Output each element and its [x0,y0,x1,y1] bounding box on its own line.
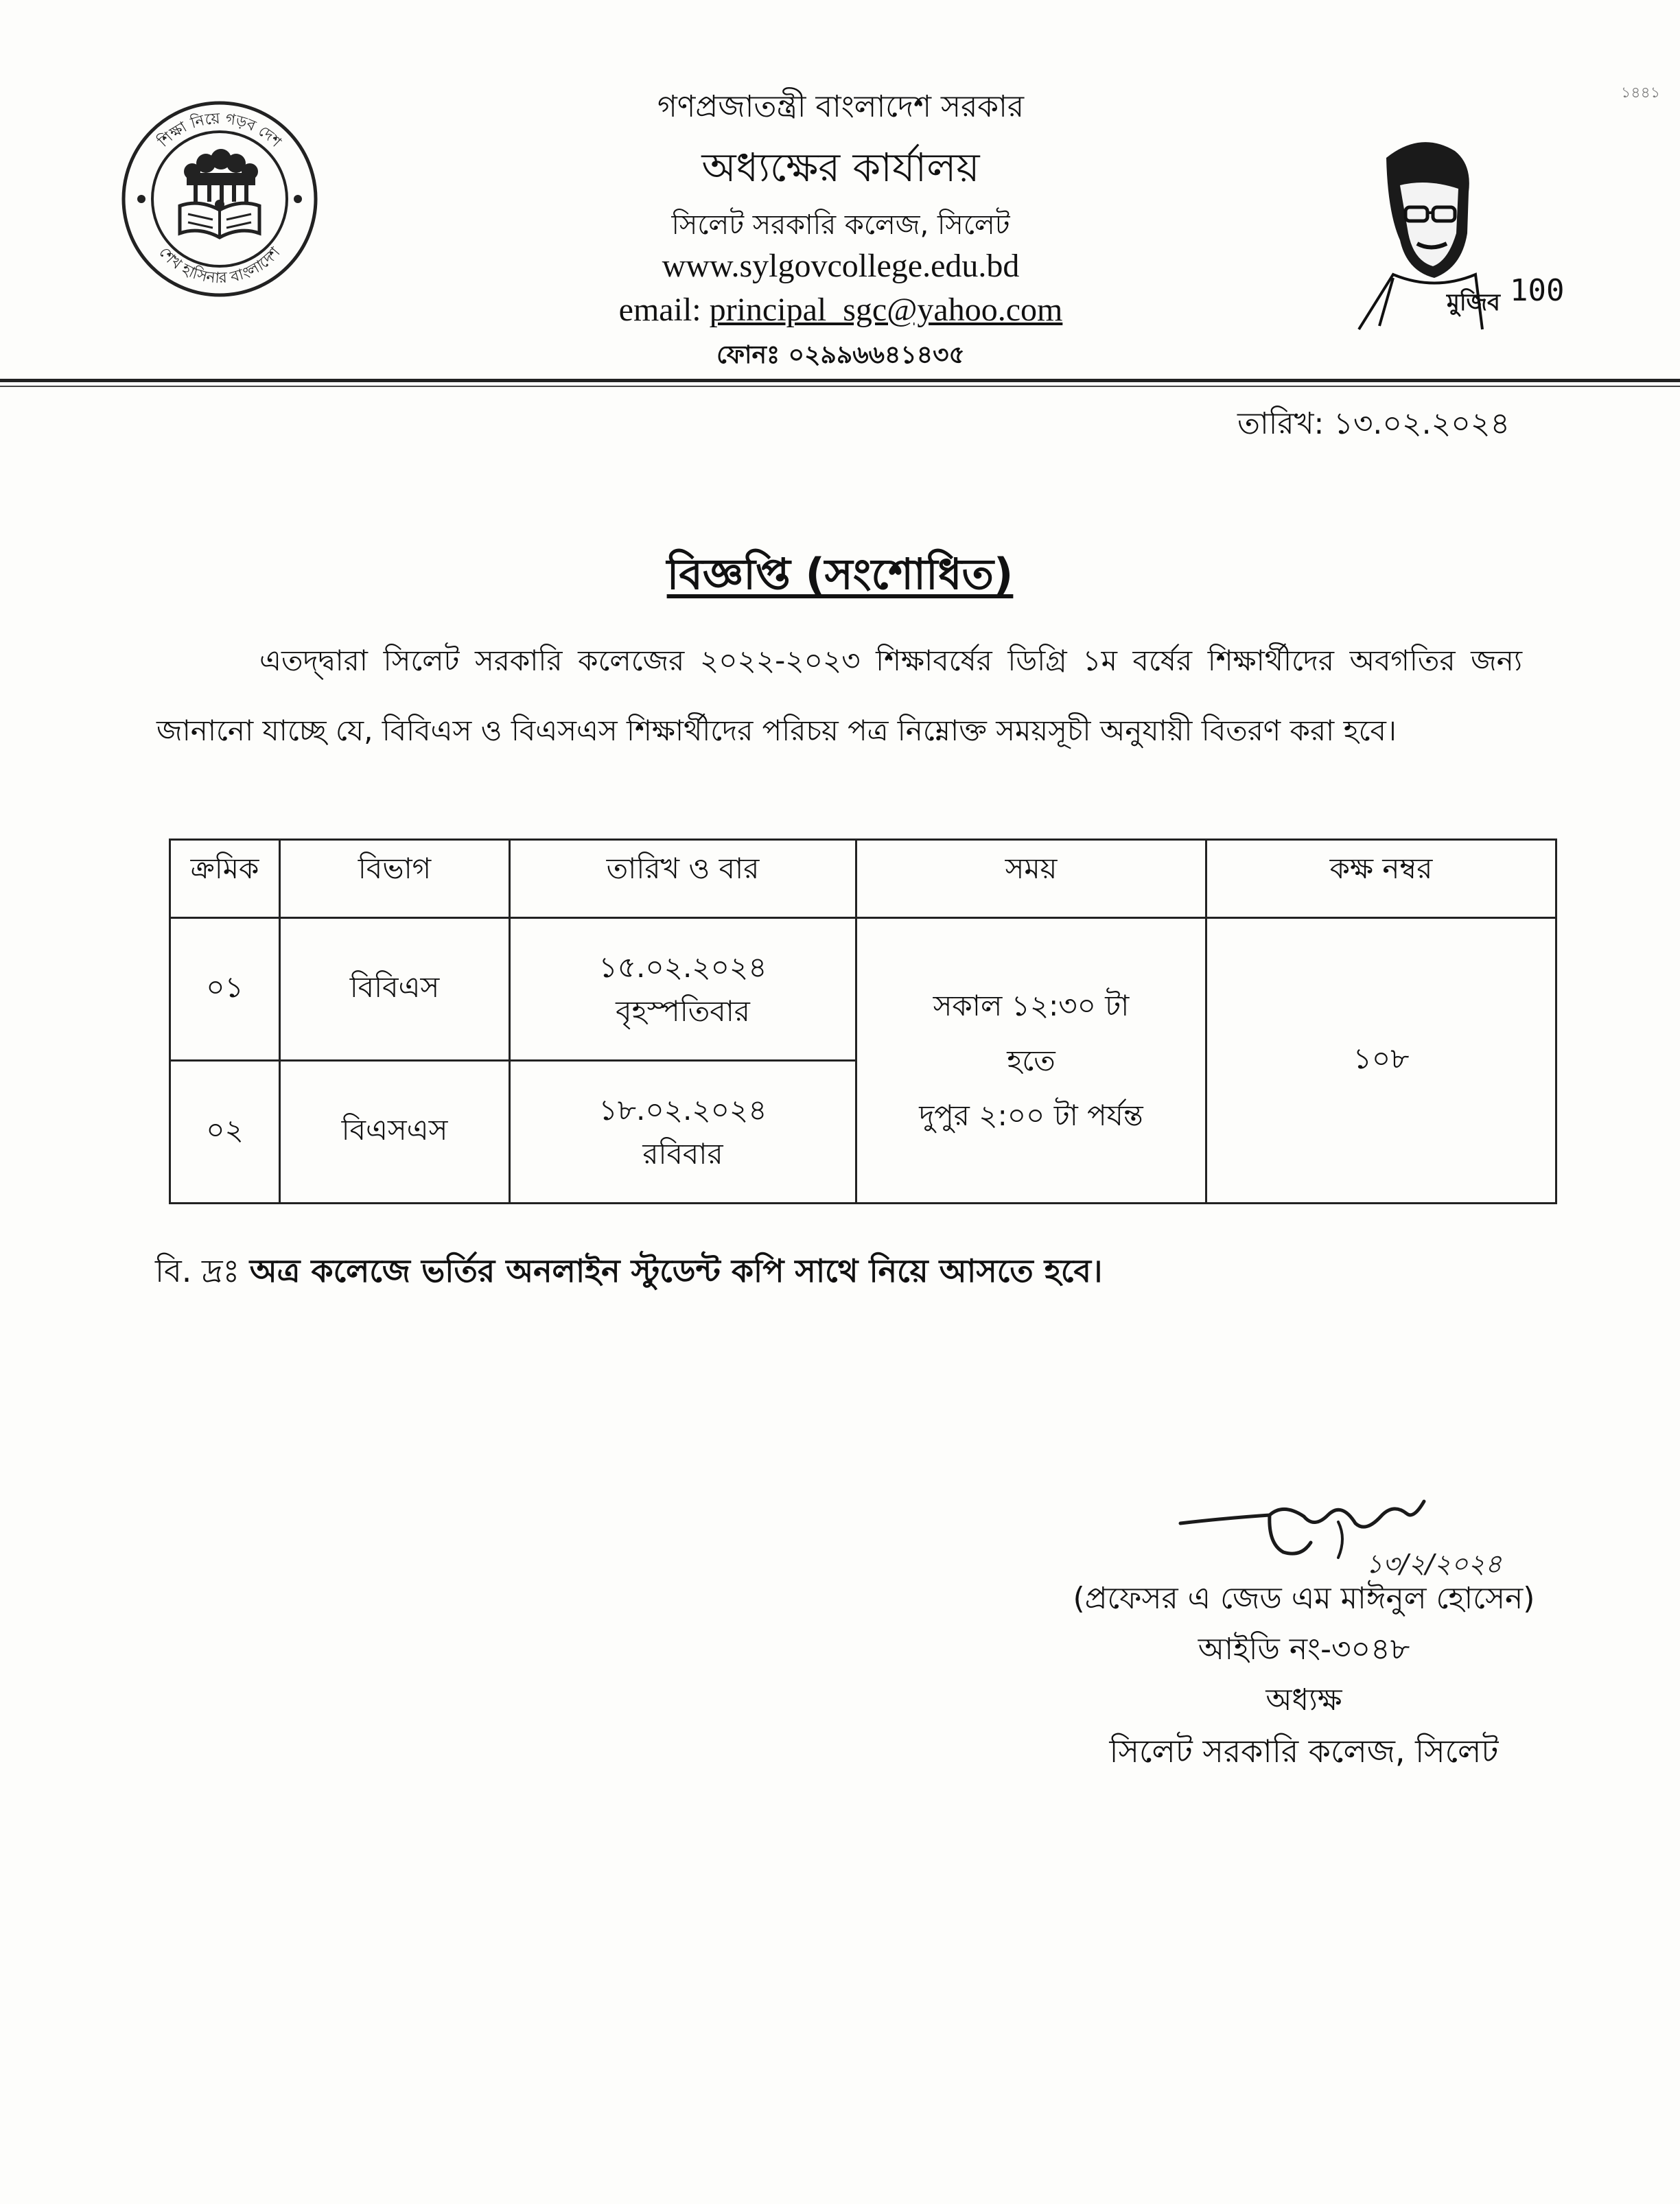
footnote-label: বি. দ্রঃ [155,1252,240,1289]
signatory-name: (প্রফেসর এ জেড এম মাঈনুল হোসেন) [1073,1581,1535,1616]
signature-date: ১৩/২/২০২৪ [1366,1549,1502,1579]
cell-serial: ০১ [170,918,280,1061]
cell-date: ১৮.০২.২০২৪ [598,1092,767,1127]
government-line: গণপ্রজাতন্ত্রী বাংলাদেশ সরকার [657,89,1025,124]
cell-serial: ০২ [170,1061,280,1204]
cell-date: ১৫.০২.২০২৪ [598,950,767,984]
notice-date: তারিখ: ১৩.০২.২০২৪ [1237,406,1510,441]
email-line [480,291,1201,329]
phone-number: ফোনঃ ০২৯৯৬৬৪১৪৩৫ [716,341,965,369]
cell-day: বৃহস্পতিবার [616,994,750,1028]
header-divider [0,379,1680,382]
notice-body: এতদ্দ্বারা সিলেট সরকারি কলেজের ২০২২-২০২৩ শিক্ষাবর্ষের ডিগ্রি ১ম বর্ষের শিক্ষার্থীদের অবগতির জন্য জানানো যাচ্ছে যে, বিবিএস ও বিএসএস শিক্ষার্থীদের পরিচয় পত্র নিম্নোক্ত সময়সূচী অনুযায়ী বিতরণ করা হবে। [156,644,1522,747]
college-name: সিলেট সরকারি কলেজ, সিলেট [671,209,1010,241]
schedule-table [169,839,1557,1204]
cell-date-day [510,918,856,1061]
website-link[interactable]: www.sylgovcollege.edu.bd [662,248,1020,284]
cell-room: ১০৮ [1206,918,1556,1204]
principal-signature [1167,1475,1551,1578]
time-start: সকাল ১২:৩০ টা [933,988,1130,1022]
notice-title-text: বিজ্ঞপ্তি (সংশোধিত) [666,549,1014,599]
college-logo-seal [117,96,323,302]
signatory-college: সিলেট সরকারি কলেজ, সিলেট [1109,1733,1499,1770]
svg-text:শিক্ষা নিয়ে গড়ব দেশ: শিক্ষা নিয়ে গড়ব দেশ [155,110,285,151]
time-end: দুপুর ২:০০ টা পর্যন্ত [919,1098,1143,1132]
page-number: ১৪৪১ [1621,84,1661,102]
time-from: হতে [1007,1043,1055,1077]
cell-date-day [510,1061,856,1204]
footnote [155,1247,1102,1300]
cell-department: বিবিএস [280,918,510,1061]
schedule-table-wrapper [169,839,1557,1204]
header-department: বিভাগ [280,840,510,918]
notice-title [0,542,1680,613]
signatory-title: অধ্যক্ষ [1265,1683,1342,1718]
cell-department: বিএসএস [280,1061,510,1204]
header-room: কক্ষ নম্বর [1206,840,1556,918]
table-header-row [170,840,1556,918]
table-row [170,918,1556,1061]
signatory-id: আইডি নং-৩০৪৮ [1198,1632,1410,1667]
office-title: অধ্যক্ষের কার্যালয় [701,144,980,191]
svg-text:শেখ হাসিনার বাংলাদেশ: শেখ হাসিনার বাংলাদেশ [155,244,284,288]
email-label: email: [618,292,701,328]
email-link[interactable]: principal_sgc@yahoo.com [709,292,1063,328]
footnote-text: অত্র কলেজে ভর্তির অনলাইন স্টুডেন্ট কপি সাথে নিয়ে আসতে হবে। [249,1252,1103,1289]
header-time: সময় [856,840,1206,918]
header-divider-thin [0,386,1680,387]
svg-text:100: 100 [1510,273,1565,308]
cell-time [856,918,1206,1204]
header-serial: ক্রমিক [170,840,280,918]
svg-text:মুজিব: মুজিব [1447,289,1500,316]
cell-day: রবিবার [642,1136,723,1171]
mujib-centenary-logo [1345,130,1565,336]
header-date-day: তারিখ ও বার [510,840,856,918]
